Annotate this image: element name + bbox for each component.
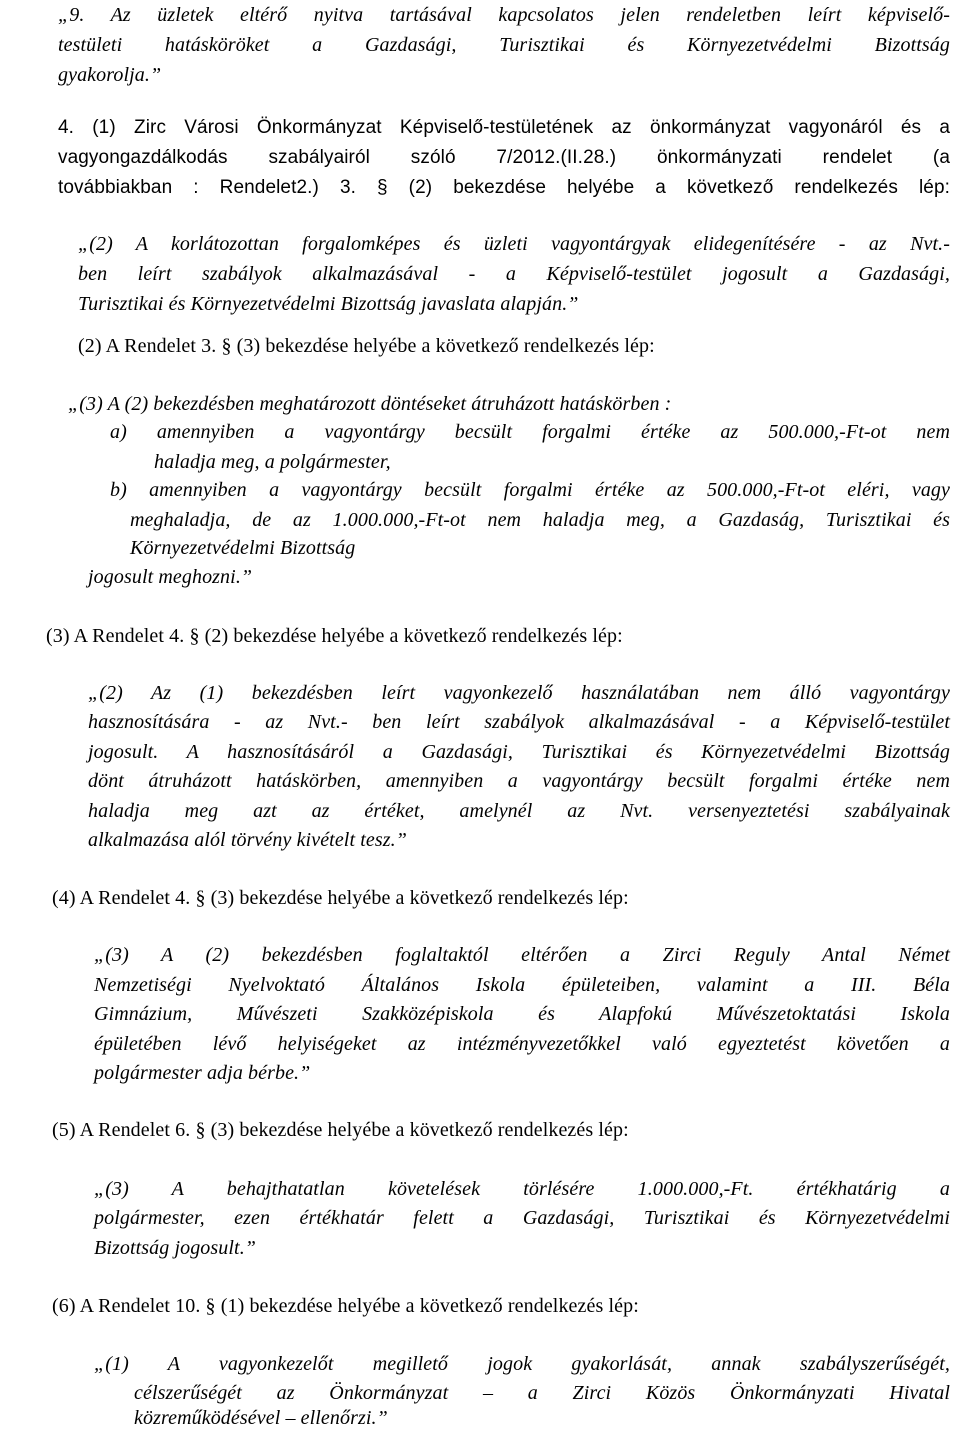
text-line: továbbiakban : Rendelet2.) 3. § (2) bekezdése helyébe a következő rendelkezés lép: <box>58 177 950 198</box>
text-line: célszerűségét az Önkormányzat – a Zirci Közös Önkormányzati Hivatal <box>134 1382 950 1404</box>
text-line: polgármester, ezen értékhatár felett a Gazdasági, Turisztikai és Környezetvédelmi <box>94 1207 950 1229</box>
text-line: „(3) A behajthatatlan követelések törlésére 1.000.000,-Ft. értékhatárig a <box>94 1178 950 1200</box>
text-line: „(2) A korlátozottan forgalomképes és üzleti vagyontárgyak elidegenítésére - az Nvt.- <box>78 233 950 255</box>
text-line: ben leírt szabályok alkalmazásával - a Képviselő-testület jogosult a Gazdasági, <box>78 263 950 285</box>
text-line: polgármester adja bérbe.” <box>94 1062 311 1084</box>
text-line: Gimnázium, Művészeti Szakközépiskola és Alapfokú Művészetoktatási Iskola <box>94 1003 950 1025</box>
text-line: „(1) A vagyonkezelőt megillető jogok gyakorlását, annak szabályszerűségét, <box>94 1353 950 1375</box>
text-line: dönt átruházott hatáskörben, amennyiben a vagyontárgy becsült forgalmi értéke nem <box>88 770 950 792</box>
text-line: haladja meg, a polgármester, <box>154 451 391 473</box>
text-line: (6) A Rendelet 10. § (1) bekezdése helyébe a következő rendelkezés lép: <box>52 1295 639 1317</box>
text-line: jogosult meghozni.” <box>88 566 253 588</box>
text-line: Nemzetiségi Nyelvoktató Általános Iskola épületeiben, valamint a III. Béla <box>94 974 950 996</box>
text-line: 4. (1) Zirc Városi Önkormányzat Képviselő-testületének az önkormányzat vagyonáról és a <box>58 117 950 138</box>
text-line: „9. Az üzletek eltérő nyitva tartásával kapcsolatos jelen rendeletben leírt képviselő- <box>58 4 950 26</box>
text-line: b) amennyiben a vagyontárgy becsült forgalmi értéke az 500.000,-Ft-ot eléri, vagy <box>110 479 950 501</box>
text-line: jogosult. A hasznosításáról a Gazdasági, Turisztikai és Környezetvédelmi Bizottság <box>88 741 950 763</box>
text-line: Bizottság jogosult.” <box>94 1237 257 1259</box>
text-line: Turisztikai és Környezetvédelmi Bizottság javaslata alapján.” <box>78 293 579 315</box>
text-line: „(2) Az (1) bekezdésben leírt vagyonkezelő használatában nem álló vagyontárgy <box>88 682 950 704</box>
text-line: épületében lévő helyiségeket az intézményvezetőkkel való egyeztetést követően a <box>94 1033 950 1055</box>
text-line: „(3) A (2) bekezdésben foglaltaktól eltérően a Zirci Reguly Antal Német <box>94 944 950 966</box>
text-line: Környezetvédelmi Bizottság <box>130 537 356 559</box>
text-line: haladja meg azt az értéket, amelynél az Nvt. versenyeztetési szabályainak <box>88 800 950 822</box>
text-line: a) amennyiben a vagyontárgy becsült forgalmi értéke az 500.000,-Ft-ot nem <box>110 421 950 443</box>
text-line: alkalmazása alól törvény kivételt tesz.” <box>88 829 407 851</box>
text-line: közreműködésével – ellenőrzi.” <box>134 1407 388 1429</box>
text-line: (5) A Rendelet 6. § (3) bekezdése helyébe a következő rendelkezés lép: <box>52 1119 629 1141</box>
text-line: vagyongazdálkodás szabályairól szóló 7/2012.(II.28.) önkormányzati rendelet (a <box>58 147 950 168</box>
text-line: hasznosítására - az Nvt.- ben leírt szabályok alkalmazásával - a Képviselő-testület <box>88 711 950 733</box>
text-line: (4) A Rendelet 4. § (3) bekezdése helyébe a következő rendelkezés lép: <box>52 887 629 909</box>
text-line: (2) A Rendelet 3. § (3) bekezdése helyébe a következő rendelkezés lép: <box>78 335 655 357</box>
text-line: (3) A Rendelet 4. § (2) bekezdése helyébe a következő rendelkezés lép: <box>46 625 623 647</box>
text-line: „(3) A (2) bekezdésben meghatározott döntéseket átruházott hatáskörben : <box>68 393 672 415</box>
text-line: meghaladja, de az 1.000.000,-Ft-ot nem haladja meg, a Gazdaság, Turisztikai és <box>130 509 950 531</box>
text-line: testületi hatásköröket a Gazdasági, Turisztikai és Környezetvédelmi Bizottság <box>58 34 950 56</box>
text-line: gyakorolja.” <box>58 64 162 86</box>
